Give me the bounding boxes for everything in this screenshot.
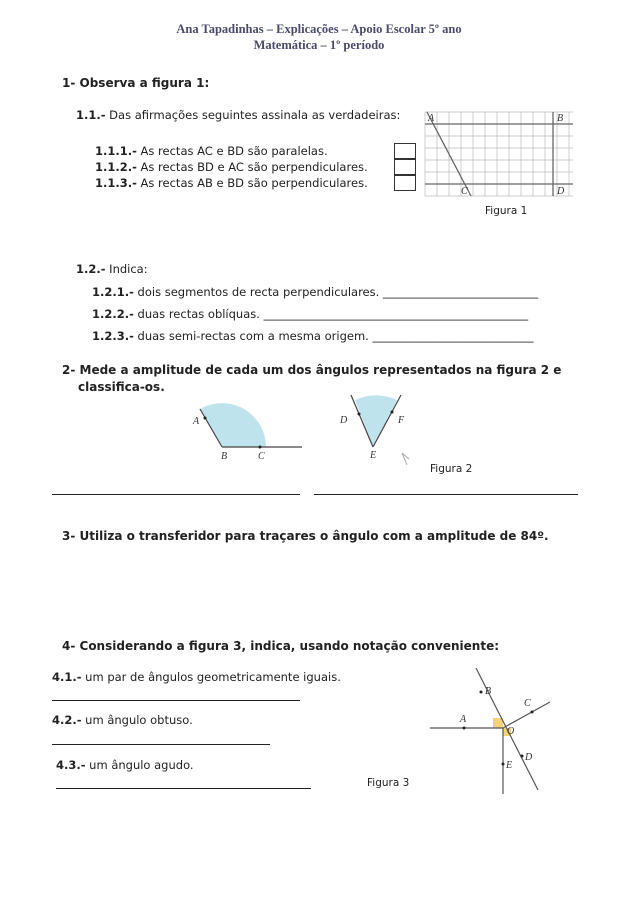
question-4-3 — [56, 758, 194, 772]
figure-1-grid — [425, 112, 573, 198]
statement-1-1-3 — [95, 176, 368, 190]
figure-1-label-d: D — [557, 186, 565, 197]
indica-number: 1.2.2.- — [92, 307, 134, 321]
question-1-2 — [76, 262, 148, 276]
statement-number: 1.1.2.- — [95, 160, 137, 174]
figure-3-caption: Figura 3 — [367, 777, 410, 789]
question-1-title: 1- Observa a figura 1: — [62, 76, 210, 90]
figure-3-label-e: E — [506, 760, 513, 771]
statement-text: As rectas AC e BD são paralelas. — [136, 144, 328, 158]
figure-1-label-b: B — [557, 113, 564, 124]
question-4-1-number: 4.1.- — [52, 670, 82, 684]
question-4-1-text: um par de ângulos geometricamente iguais. — [81, 670, 341, 684]
statement-text: As rectas AB e BD são perpendiculares. — [136, 176, 368, 190]
question-1-2-number: 1.2.- — [76, 262, 106, 276]
figure-2-label-d: D — [340, 415, 348, 426]
answer-line-4-3[interactable] — [56, 788, 311, 789]
checkbox-1-1-2[interactable] — [394, 159, 416, 175]
statement-1-1-1 — [95, 144, 328, 158]
figure-2-angle-abc — [190, 395, 310, 465]
figure-2-caption: Figura 2 — [430, 463, 473, 475]
question-2-title-line-2: classifica-os. — [78, 380, 165, 394]
question-4-2-number: 4.2.- — [52, 713, 82, 727]
question-4-2 — [52, 713, 193, 727]
question-4-3-number: 4.3.- — [56, 758, 86, 772]
question-1-1 — [76, 108, 400, 122]
answer-line-4-2[interactable] — [52, 744, 270, 745]
figure-3-diagram — [430, 668, 570, 798]
indica-number: 1.2.1.- — [92, 285, 134, 299]
figure-1-label-c: C — [461, 186, 468, 197]
indica-text: dois segmentos de recta perpendiculares. ___________________________ — [133, 285, 539, 299]
question-4-2-text: um ângulo obtuso. — [81, 713, 193, 727]
figure-1-caption: Figura 1 — [485, 205, 528, 217]
indica-1-2-3 — [92, 329, 533, 343]
indica-1-2-2 — [92, 307, 528, 321]
indica-text: duas semi-rectas com a mesma origem. ____________________________ — [133, 329, 534, 343]
figure-3-label-c: C — [524, 698, 531, 709]
answer-line-4-1[interactable] — [52, 700, 300, 701]
statement-number: 1.1.1.- — [95, 144, 137, 158]
figure-2-label-c: C — [258, 451, 265, 462]
figure-3-label-d: D — [525, 752, 533, 763]
checkbox-1-1-3[interactable] — [394, 175, 416, 191]
checkbox-1-1-1[interactable] — [394, 143, 416, 159]
header-line-1: Ana Tapadinhas – Explicações – Apoio Escolar 5º ano — [176, 22, 462, 36]
indica-number: 1.2.3.- — [92, 329, 134, 343]
header-line-2: Matemática – 1º período — [253, 38, 385, 52]
figure-3-label-o: O — [507, 726, 515, 737]
question-3-title: 3- Utiliza o transferidor para traçares o ângulo com a amplitude de 84º. — [62, 529, 549, 543]
figure-2-angle-def — [335, 395, 415, 475]
statement-number: 1.1.3.- — [95, 176, 137, 190]
question-1-1-text: Das afirmações seguintes assinala as verdadeiras: — [105, 108, 401, 122]
statement-text: As rectas BD e AC são perpendiculares. — [136, 160, 368, 174]
figure-2-label-b: B — [221, 451, 228, 462]
answer-line-2b[interactable] — [314, 494, 578, 495]
figure-3-label-b: B — [485, 686, 492, 697]
question-4-1 — [52, 670, 341, 684]
question-4-title: 4- Considerando a figura 3, indica, usando notação conveniente: — [62, 639, 500, 653]
figure-2-label-f: F — [398, 415, 405, 426]
figure-2-label-e: E — [370, 450, 377, 461]
figure-3-label-a: A — [460, 714, 467, 725]
question-1-1-number: 1.1.- — [76, 108, 106, 122]
statement-1-1-2 — [95, 160, 368, 174]
figure-1-label-a: A — [428, 113, 435, 124]
answer-line-2a[interactable] — [52, 494, 300, 495]
indica-text: duas rectas oblíquas. ______________________________________________ — [133, 307, 529, 321]
indica-1-2-1 — [92, 285, 538, 299]
question-4-3-text: um ângulo agudo. — [85, 758, 194, 772]
question-2-title-line-1: 2- Mede a amplitude de cada um dos ângulos representados na figura 2 e — [62, 363, 562, 377]
figure-2-label-a: A — [193, 416, 200, 427]
question-1-2-text: Indica: — [105, 262, 148, 276]
